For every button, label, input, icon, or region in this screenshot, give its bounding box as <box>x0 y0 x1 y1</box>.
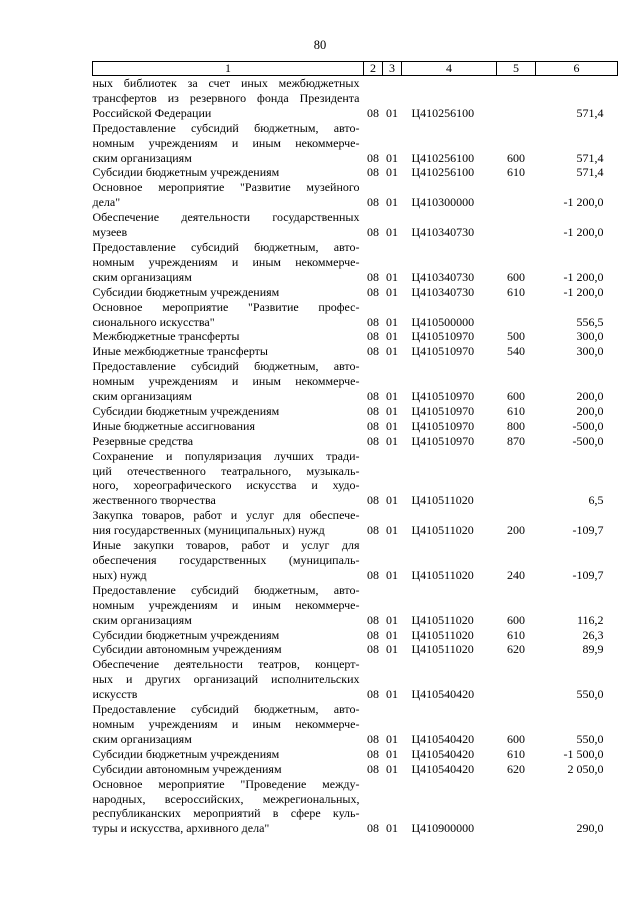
row-name-line: жественного творчества <box>92 493 216 508</box>
row-expense-type: 600 <box>507 389 525 404</box>
row-section: 08 <box>367 761 379 776</box>
row-name-line: Субсидии автономным учреждениям <box>92 642 282 657</box>
row-name-line: ским организациям <box>92 731 192 746</box>
row-subsection: 01 <box>386 687 398 702</box>
row-name <box>93 180 364 210</box>
row-name <box>93 210 364 240</box>
row-name-line: Субсидии бюджетным учреждениям <box>92 284 280 299</box>
page-number: 80 <box>313 38 327 52</box>
table-row <box>93 642 618 657</box>
row-section: 08 <box>367 165 379 180</box>
row-name-line: Иные закупки товаров, работ и услуг для <box>92 538 360 553</box>
row-name-line: трансфертов из резервного фонда Президента <box>92 90 360 105</box>
table-row <box>93 76 618 121</box>
row-section: 08 <box>367 746 379 761</box>
row-amount: 26,3 <box>582 627 604 642</box>
row-name-line: Межбюджетные трансферты <box>92 329 240 344</box>
row-name-line: ским организациям <box>92 269 192 284</box>
row-expense-type: 620 <box>507 642 525 657</box>
table-row <box>93 628 618 643</box>
row-name <box>93 628 364 643</box>
row-name-line: дела" <box>92 195 121 210</box>
row-name-line: Субсидии бюджетным учреждениям <box>92 627 280 642</box>
row-section: 08 <box>367 314 379 329</box>
row-name-line: ных и других организаций исполнительских <box>92 672 360 687</box>
row-name <box>93 165 364 180</box>
row-subsection: 01 <box>386 761 398 776</box>
table-row <box>93 434 618 449</box>
row-expense-type <box>497 76 536 121</box>
row-section: 08 <box>367 150 379 165</box>
row-section: 08 <box>367 389 379 404</box>
row-amount: 556,5 <box>576 314 604 329</box>
table-row <box>93 359 618 404</box>
table-row <box>93 180 618 210</box>
budget-table <box>92 61 618 836</box>
row-subsection: 01 <box>386 389 398 404</box>
row-name-line: ных) нужд <box>92 567 147 582</box>
row-subsection: 01 <box>386 150 398 165</box>
row-expense-type: 870 <box>507 433 525 448</box>
row-target-code: Ц410540420 <box>411 731 475 746</box>
row-amount: -1 200,0 <box>563 284 604 299</box>
row-target-code: Ц410500000 <box>411 314 475 329</box>
row-name-line: ций отечественного театрального, музыкаль- <box>92 463 360 478</box>
row-name <box>93 538 364 583</box>
row-expense-type: 610 <box>507 746 525 761</box>
row-section: 08 <box>367 642 379 657</box>
row-name <box>93 404 364 419</box>
row-expense-type: 800 <box>507 418 525 433</box>
row-subsection: 01 <box>386 225 398 240</box>
row-section: 08 <box>367 523 379 538</box>
row-section: 08 <box>367 269 379 284</box>
table-row <box>93 165 618 180</box>
row-name <box>93 285 364 300</box>
row-expense-type: 600 <box>507 150 525 165</box>
table-row <box>93 583 618 628</box>
row-subsection: 01 <box>386 433 398 448</box>
row-section: 08 <box>367 225 379 240</box>
row-target-code: Ц410510970 <box>411 389 475 404</box>
row-target-code: Ц410511020 <box>411 493 474 508</box>
row-name-line: сионального искусства" <box>92 314 215 329</box>
table-row <box>93 747 618 762</box>
row-name <box>93 508 364 538</box>
row-amount: -500,0 <box>572 433 604 448</box>
row-section: 08 <box>367 344 379 359</box>
row-amount: 6,5 <box>588 493 604 508</box>
row-name-line: музеев <box>92 225 128 240</box>
row-expense-type: 200 <box>507 523 525 538</box>
row-name-line: ного, хореографического искусства и худо- <box>92 478 360 493</box>
row-name-line: Иные бюджетные ассигнования <box>92 418 255 433</box>
row-expense-type: 540 <box>507 344 525 359</box>
row-expense-type <box>497 657 536 702</box>
header-col-6: 6 <box>536 62 618 76</box>
table-row <box>93 508 618 538</box>
row-name-line: Обеспечение деятельности государственных <box>92 210 360 225</box>
row-expense-type: 600 <box>507 612 525 627</box>
row-section: 08 <box>367 284 379 299</box>
row-name-line: обеспечения государственных (муниципаль- <box>92 553 360 567</box>
row-amount: 571,4 <box>576 105 604 120</box>
row-name-line: Субсидии бюджетным учреждениям <box>92 165 280 180</box>
row-subsection: 01 <box>386 165 398 180</box>
row-section: 08 <box>367 329 379 344</box>
row-name <box>93 121 364 166</box>
row-target-code: Ц410510970 <box>411 418 475 433</box>
row-name-line: номным учреждениям и иным некоммерче- <box>92 716 360 731</box>
table-row <box>93 777 618 837</box>
row-name-line: номным учреждениям и иным некоммерче- <box>92 597 360 612</box>
row-expense-type: 620 <box>507 761 525 776</box>
row-amount: -109,7 <box>572 523 604 538</box>
header-row <box>93 62 618 76</box>
row-name <box>93 329 364 344</box>
header-col-4: 4 <box>402 62 497 76</box>
row-subsection: 01 <box>386 731 398 746</box>
row-name-line: ским организациям <box>92 150 192 165</box>
row-amount: 571,4 <box>576 150 604 165</box>
row-name <box>93 777 364 837</box>
row-name-line: республиканских мероприятий в сфере куль- <box>92 806 360 821</box>
row-name-line: Основное мероприятие "Развитие профес- <box>92 299 360 314</box>
row-target-code: Ц410340730 <box>411 269 475 284</box>
row-target-code: Ц410340730 <box>411 225 475 240</box>
row-amount: -1 500,0 <box>563 746 604 761</box>
row-name-line: Предоставление субсидий бюджетным, авто- <box>92 582 360 597</box>
table-row <box>93 657 618 702</box>
row-name-line: Основное мероприятие "Проведение между- <box>92 776 360 791</box>
row-name-line: Предоставление субсидий бюджетным, авто- <box>92 120 360 135</box>
row-name <box>93 300 364 330</box>
row-name-line: ных библиотек за счет иных межбюджетных <box>92 76 360 90</box>
row-target-code: Ц410511020 <box>411 642 474 657</box>
row-amount: 116,2 <box>576 612 604 627</box>
row-name-line: Сохранение и популяризация лучших тради- <box>92 448 360 463</box>
row-name-line: Закупка товаров, работ и услуг для обеспече- <box>92 508 360 523</box>
row-target-code: Ц410540420 <box>411 761 475 776</box>
row-expense-type: 610 <box>507 165 525 180</box>
row-name-line: Российской Федерации <box>92 105 212 120</box>
row-target-code: Ц410256100 <box>411 165 475 180</box>
row-expense-type: 500 <box>507 329 525 344</box>
row-name-line: народных, всероссийских, межрегиональных, <box>92 791 360 806</box>
row-subsection: 01 <box>386 314 398 329</box>
row-expense-type <box>497 449 536 509</box>
row-target-code: Ц410511020 <box>411 627 474 642</box>
row-section: 08 <box>367 612 379 627</box>
row-name-line: Предоставление субсидий бюджетным, авто- <box>92 702 360 717</box>
table-row <box>93 404 618 419</box>
row-target-code: Ц410900000 <box>411 821 475 836</box>
row-name <box>93 419 364 434</box>
row-name-line: Субсидии автономным учреждениям <box>92 761 282 776</box>
row-name-line: Обеспечение деятельности театров, концерт- <box>92 657 360 672</box>
row-name <box>93 583 364 628</box>
row-name-line: Субсидии бюджетным учреждениям <box>92 746 280 761</box>
row-target-code: Ц410340730 <box>411 284 475 299</box>
row-name-line: Предоставление субсидий бюджетным, авто- <box>92 359 360 374</box>
table-row <box>93 240 618 285</box>
row-name <box>93 240 364 285</box>
row-target-code: Ц410510970 <box>411 403 475 418</box>
row-subsection: 01 <box>386 746 398 761</box>
row-target-code: Ц410256100 <box>411 150 475 165</box>
row-amount: 550,0 <box>576 687 604 702</box>
table-row <box>93 210 618 240</box>
table-row <box>93 449 618 509</box>
row-section: 08 <box>367 687 379 702</box>
header-col-3: 3 <box>383 62 402 76</box>
row-subsection: 01 <box>386 627 398 642</box>
row-target-code: Ц410511020 <box>411 523 474 538</box>
row-section: 08 <box>367 731 379 746</box>
row-expense-type: 240 <box>507 567 525 582</box>
row-expense-type <box>497 180 536 210</box>
row-subsection: 01 <box>386 567 398 582</box>
row-name <box>93 449 364 509</box>
table-row <box>93 329 618 344</box>
row-amount: 200,0 <box>576 389 604 404</box>
row-name-line: номным учреждениям и иным некоммерче- <box>92 254 360 269</box>
row-amount: 200,0 <box>576 403 604 418</box>
row-name <box>93 762 364 777</box>
row-amount: 2 050,0 <box>567 761 604 776</box>
row-target-code: Ц410511020 <box>411 567 474 582</box>
table-body <box>93 76 618 837</box>
table-row <box>93 419 618 434</box>
row-expense-type: 610 <box>507 284 525 299</box>
row-name-line: Основное мероприятие "Развитие музейного <box>92 180 360 195</box>
row-name <box>93 434 364 449</box>
row-target-code: Ц410540420 <box>411 746 475 761</box>
row-expense-type: 600 <box>507 269 525 284</box>
row-name <box>93 642 364 657</box>
row-subsection: 01 <box>386 523 398 538</box>
row-expense-type: 610 <box>507 403 525 418</box>
row-subsection: 01 <box>386 269 398 284</box>
row-name <box>93 747 364 762</box>
row-expense-type: 610 <box>507 627 525 642</box>
row-name <box>93 76 364 121</box>
row-name-line: Предоставление субсидий бюджетным, авто- <box>92 239 360 254</box>
row-subsection: 01 <box>386 344 398 359</box>
row-amount: -500,0 <box>572 418 604 433</box>
row-section: 08 <box>367 195 379 210</box>
table-row <box>93 762 618 777</box>
row-target-code: Ц410256100 <box>411 105 475 120</box>
row-subsection: 01 <box>386 195 398 210</box>
row-section: 08 <box>367 627 379 642</box>
row-name <box>93 344 364 359</box>
row-target-code: Ц410510970 <box>411 329 475 344</box>
row-amount: 300,0 <box>576 344 604 359</box>
row-expense-type <box>497 777 536 837</box>
row-section: 08 <box>367 433 379 448</box>
row-name-line: номным учреждениям и иным некоммерче- <box>92 135 360 150</box>
header-col-2: 2 <box>364 62 383 76</box>
row-subsection: 01 <box>386 642 398 657</box>
row-amount: 571,4 <box>576 165 604 180</box>
header-col-5: 5 <box>497 62 536 76</box>
table-row <box>93 285 618 300</box>
row-subsection: 01 <box>386 403 398 418</box>
row-name-line: Иные межбюджетные трансферты <box>92 344 268 359</box>
row-section: 08 <box>367 567 379 582</box>
table-row <box>93 300 618 330</box>
row-amount: 290,0 <box>576 821 604 836</box>
table-row <box>93 538 618 583</box>
row-amount: 300,0 <box>576 329 604 344</box>
row-expense-type <box>497 210 536 240</box>
row-subsection: 01 <box>386 612 398 627</box>
row-section: 08 <box>367 403 379 418</box>
row-amount: 550,0 <box>576 731 604 746</box>
row-section: 08 <box>367 418 379 433</box>
row-name-line: ния государственных (муниципальных) нужд <box>92 523 325 538</box>
table-row <box>93 702 618 747</box>
row-name <box>93 702 364 747</box>
row-amount: 89,9 <box>582 642 604 657</box>
row-section: 08 <box>367 821 379 836</box>
row-subsection: 01 <box>386 821 398 836</box>
row-name-line: ским организациям <box>92 389 192 404</box>
row-name-line: номным учреждениям и иным некоммерче- <box>92 374 360 389</box>
table-header <box>93 62 618 76</box>
row-name-line: Субсидии бюджетным учреждениям <box>92 403 280 418</box>
row-target-code: Ц410510970 <box>411 433 475 448</box>
row-name-line: туры и искусства, архивного дела" <box>92 821 270 836</box>
row-target-code: Ц410540420 <box>411 687 475 702</box>
row-name-line: ским организациям <box>92 612 192 627</box>
row-subsection: 01 <box>386 493 398 508</box>
row-expense-type: 600 <box>507 731 525 746</box>
row-amount: -1 200,0 <box>563 269 604 284</box>
row-amount: -1 200,0 <box>563 225 604 240</box>
header-col-1: 1 <box>93 62 364 76</box>
row-name-line: искусств <box>92 687 138 702</box>
row-subsection: 01 <box>386 284 398 299</box>
row-section: 08 <box>367 105 379 120</box>
table-row <box>93 121 618 166</box>
row-amount: -1 200,0 <box>563 195 604 210</box>
row-expense-type <box>497 300 536 330</box>
row-section: 08 <box>367 493 379 508</box>
row-amount: -109,7 <box>572 567 604 582</box>
row-subsection: 01 <box>386 418 398 433</box>
table-row <box>93 344 618 359</box>
row-target-code: Ц410300000 <box>411 195 475 210</box>
row-name-line: Резервные средства <box>92 433 194 448</box>
row-subsection: 01 <box>386 105 398 120</box>
row-target-code: Ц410511020 <box>411 612 474 627</box>
row-name <box>93 657 364 702</box>
row-target-code: Ц410510970 <box>411 344 475 359</box>
row-name <box>93 359 364 404</box>
row-subsection: 01 <box>386 329 398 344</box>
